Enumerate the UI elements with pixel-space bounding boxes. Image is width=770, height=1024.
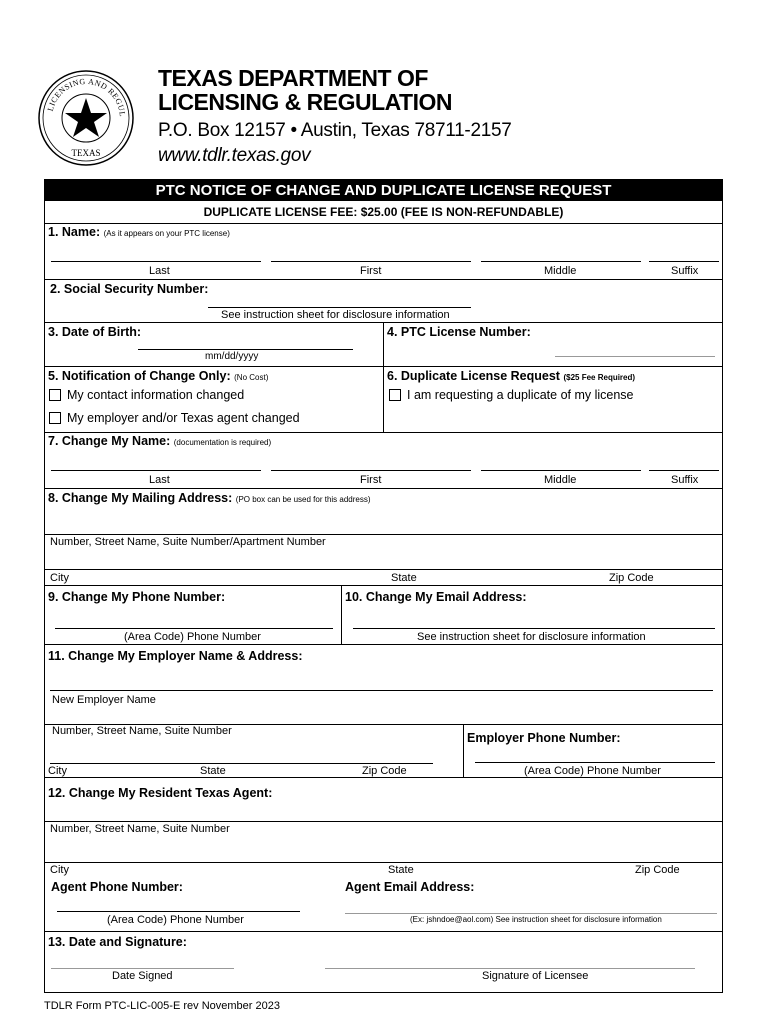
checkbox[interactable] [49, 412, 61, 424]
divider [45, 862, 722, 863]
divider [341, 585, 342, 644]
form-footer: TDLR Form PTC-LIC-005-E rev November 2023 [44, 1000, 280, 1012]
s7-suffix-field[interactable] [649, 470, 719, 471]
divider [45, 569, 722, 570]
s8-street-caption: Number, Street Name, Suite Number/Apartment Number [50, 536, 326, 548]
s12-phone-field[interactable] [57, 911, 300, 912]
s12-email-field[interactable] [345, 913, 717, 914]
divider [45, 821, 722, 822]
s4-label: 4. PTC License Number: [387, 325, 531, 339]
form-title: PTC NOTICE OF CHANGE AND DUPLICATE LICENSE REQUEST [45, 180, 722, 201]
divider [45, 644, 722, 645]
s11-city-caption: City [48, 765, 67, 777]
divider [45, 432, 722, 433]
s8-city-caption: City [50, 572, 69, 584]
s1-middle-field[interactable] [481, 261, 641, 262]
s3-dob-field[interactable] [138, 349, 353, 350]
s9-hint: (Area Code) Phone Number [124, 631, 261, 643]
s2-label: 2. Social Security Number: [50, 282, 209, 296]
s6-label: 6. Duplicate License Request ($25 Fee Required) [387, 369, 636, 383]
s11-state-caption: State [200, 765, 226, 777]
s1-last-caption: Last [149, 265, 170, 277]
s11-phone-hint: (Area Code) Phone Number [524, 765, 661, 777]
s5-label: 5. Notification of Change Only: (No Cost) [48, 369, 269, 383]
divider [45, 366, 722, 367]
checkbox[interactable] [389, 389, 401, 401]
s12-phone-label: Agent Phone Number: [51, 880, 183, 894]
department-address: P.O. Box 12157 • Austin, Texas 78711-2157 [158, 120, 512, 141]
s7-last-field[interactable] [51, 470, 261, 471]
s7-middle-caption: Middle [544, 474, 577, 486]
s6-duplicate-option[interactable]: I am requesting a duplicate of my license [389, 388, 634, 402]
divider [45, 223, 722, 224]
s7-first-field[interactable] [271, 470, 471, 471]
ptc-form [44, 179, 723, 993]
s2-hint: See instruction sheet for disclosure information [221, 309, 450, 321]
s8-state-caption: State [391, 572, 417, 584]
s2-ssn-field[interactable] [208, 307, 471, 308]
s13-label: 13. Date and Signature: [48, 935, 187, 949]
divider [463, 724, 464, 777]
s13-date-caption: Date Signed [112, 970, 173, 982]
s3-label: 3. Date of Birth: [48, 325, 142, 339]
department-name-line1: TEXAS DEPARTMENT OF [158, 65, 428, 91]
svg-text:LICENSING AND REGULATION: LICENSING AND REGUL [45, 76, 128, 118]
fee-line: DUPLICATE LICENSE FEE: $25.00 (FEE IS NON-REFUNDABLE) [203, 205, 564, 219]
s13-signature-field[interactable] [325, 968, 695, 969]
s5-employer-changed-option[interactable]: My employer and/or Texas agent changed [49, 411, 300, 425]
divider [45, 279, 722, 280]
s3-hint: mm/dd/yyyy [205, 351, 259, 362]
s12-email-label: Agent Email Address: [345, 880, 475, 894]
department-name-line2: LICENSING & REGULATION [158, 89, 452, 115]
divider [45, 931, 722, 932]
s11-street-caption: Number, Street Name, Suite Number [52, 725, 232, 737]
s12-street-caption: Number, Street Name, Suite Number [50, 823, 230, 835]
s11-street-field[interactable] [50, 763, 433, 764]
s12-city-caption: City [50, 864, 69, 876]
s4-license-field[interactable] [555, 356, 715, 357]
s1-middle-caption: Middle [544, 265, 577, 277]
divider [45, 488, 722, 489]
s5-contact-changed-option[interactable]: My contact information changed [49, 388, 244, 402]
divider [45, 585, 722, 586]
checkbox[interactable] [49, 389, 61, 401]
s12-label: 12. Change My Resident Texas Agent: [48, 786, 273, 800]
s7-first-caption: First [360, 474, 382, 486]
divider [383, 322, 384, 432]
s9-label: 9. Change My Phone Number: [48, 590, 226, 604]
s1-label: 1. Name: (As it appears on your PTC license) [48, 225, 230, 239]
s13-signature-caption: Signature of Licensee [482, 970, 589, 982]
s1-suffix-field[interactable] [649, 261, 719, 262]
s7-last-caption: Last [149, 474, 170, 486]
s11-phone-field[interactable] [475, 762, 715, 763]
department-website: www.tdlr.texas.gov [158, 145, 311, 166]
s7-suffix-caption: Suffix [671, 474, 699, 486]
svg-text:TEXAS: TEXAS [71, 148, 101, 158]
s12-state-caption: State [388, 864, 414, 876]
s7-label: 7. Change My Name: (documentation is required) [48, 434, 272, 448]
s1-last-field[interactable] [51, 261, 261, 262]
tdlr-seal [36, 68, 136, 168]
divider [45, 534, 722, 535]
s9-phone-field[interactable] [55, 628, 333, 629]
s11-phone-label: Employer Phone Number: [467, 731, 621, 745]
s12-zip-caption: Zip Code [635, 864, 680, 876]
s1-first-caption: First [360, 265, 382, 277]
department-name [158, 66, 452, 114]
s12-phone-hint: (Area Code) Phone Number [107, 914, 244, 926]
divider [45, 777, 722, 778]
s11-label: 11. Change My Employer Name & Address: [48, 649, 303, 663]
s11-zip-caption: Zip Code [362, 765, 407, 777]
s1-suffix-caption: Suffix [671, 265, 699, 277]
s1-first-field[interactable] [271, 261, 471, 262]
s10-label: 10. Change My Email Address: [345, 590, 527, 604]
s8-zip-caption: Zip Code [609, 572, 654, 584]
s7-middle-field[interactable] [481, 470, 641, 471]
s12-email-hint: (Ex: jshndoe@aol.com) See instruction sheet for disclosure information [410, 915, 662, 924]
s11-employer-caption: New Employer Name [52, 694, 156, 706]
s8-label: 8. Change My Mailing Address: (PO box can be used for this address) [48, 491, 371, 505]
s13-date-field[interactable] [51, 968, 234, 969]
s10-hint: See instruction sheet for disclosure information [417, 631, 646, 643]
s11-employer-field[interactable] [50, 690, 713, 691]
s10-email-field[interactable] [353, 628, 715, 629]
